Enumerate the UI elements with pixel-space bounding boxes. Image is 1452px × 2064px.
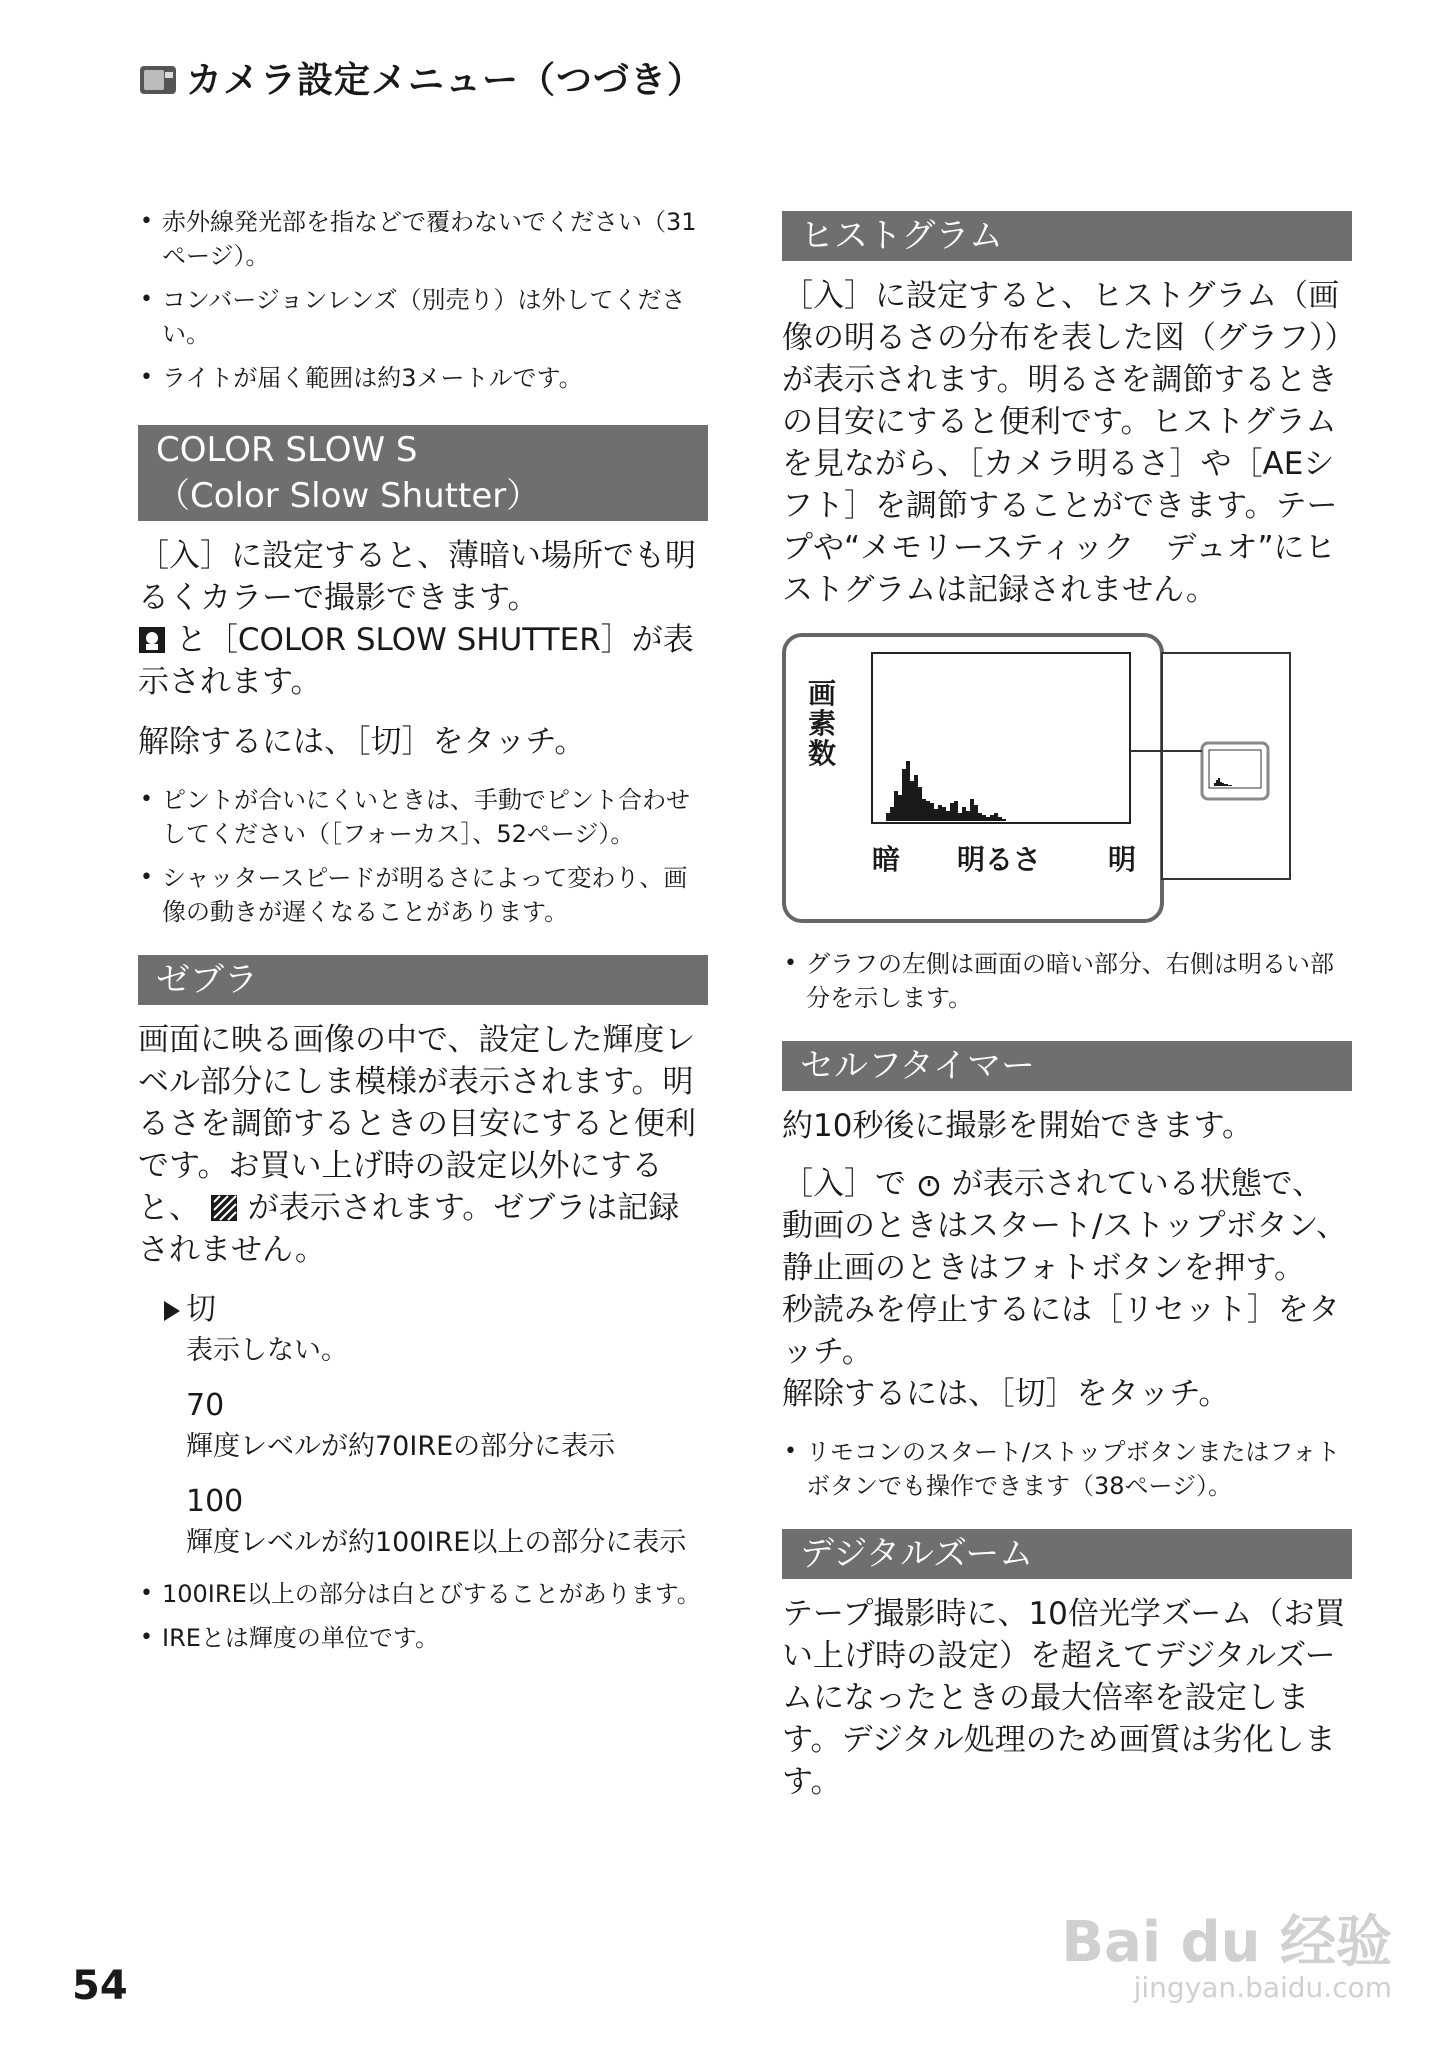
page-title: カメラ設定メニュー（つづき） (186, 60, 705, 101)
list-item: • グラフの左側は画面の暗い部分、右側は明るい部分を示します。 (782, 947, 1352, 1015)
histogram-bar (934, 809, 938, 821)
histogram-bar (954, 801, 958, 821)
default-marker-icon (164, 1301, 180, 1321)
mini-histogram-bar (1222, 783, 1224, 786)
mini-histogram-bar (1226, 784, 1228, 786)
histogram-bar (998, 817, 1002, 821)
section-head-line2: （Color Slow Shutter） (156, 476, 541, 516)
watermark (1061, 1909, 1392, 2005)
selftimer-text-d: 解除するには、［切］をタッチ。 (782, 1376, 1230, 1412)
selftimer-para2 (782, 1163, 1352, 1415)
zebra-option-off (164, 1289, 708, 1371)
histogram-bar (958, 813, 962, 821)
histogram-bar (894, 791, 898, 821)
x-label-brightness: 明るさ (957, 843, 1042, 876)
x-label-dark: 暗 (872, 843, 901, 876)
selftimer-notes (782, 1435, 1352, 1503)
histogram-bar (978, 813, 982, 821)
histogram-illustration (782, 631, 1352, 931)
watermark-sub: jingyan.baidu.com (1133, 1971, 1392, 2005)
selftimer-text-b: が表示されている状態で、動画のときはスタート/ストップボタン、静止画のときはフォトボタンを押す。 (782, 1166, 1348, 1286)
zebra-options (138, 1289, 708, 1563)
zebra-text-b: が表示されます。ゼブラは記録されません。 (138, 1190, 680, 1268)
list-item: • 赤外線発光部を指などで覆わないでください（31ページ）。 (138, 205, 708, 273)
histogram-notes (782, 947, 1352, 1015)
mini-histogram-bar (1218, 778, 1220, 786)
histogram-bar (990, 815, 994, 821)
histogram-bar (922, 799, 926, 821)
histogram-bar (906, 761, 910, 821)
x-label-bright: 明 (1108, 843, 1137, 876)
selftimer-text-c: 秒読みを停止するには［リセット］をタッチ。 (782, 1292, 1340, 1370)
option-name: 100 (186, 1484, 244, 1519)
histogram-bar (946, 811, 950, 821)
list-item: • コンバージョンレンズ（別売り）は外してください。 (138, 283, 708, 351)
histogram-bar (1002, 819, 1006, 821)
histogram-bar (886, 813, 890, 821)
zebra-text-a: 画面に映る画像の中で、設定した輝度レベル部分にしま模様が表示されます。明るさを調節するときの目安にすると便利です。お買い上げ時の設定以外にすると、 (138, 1022, 696, 1226)
list-item: • 100IRE以上の部分は白とびすることがあります。 (138, 1577, 708, 1611)
histogram-bar (962, 807, 966, 821)
section-head-digitalzoom: デジタルズーム (782, 1529, 1352, 1579)
page-header (138, 52, 704, 103)
list-item: • リモコンのスタート/ストップボタンまたはフォトボタンでも操作できます（38ページ）。 (782, 1435, 1352, 1503)
histogram-bar (994, 813, 998, 821)
histogram-para: ［入］に設定すると、ヒストグラム（画像の明るさの分布を表した図（グラフ））が表示されます。明るさを調節するときの目安にすると便利です。ヒストグラムを見ながら、［カメラ明るさ］や［AEシフト］を調節することができます。テープや“メモリースティック デュオ”にヒストグラムは記録されません。 (782, 278, 1340, 608)
histogram-bar (974, 805, 978, 821)
color-slow-para2: 解除するには、［切］をタッチ。 (138, 724, 586, 760)
section-head-histogram: ヒストグラム (782, 211, 1352, 261)
option-desc: 輝度レベルが約100IRE以上の部分に表示 (186, 1527, 687, 1558)
histogram-bar (982, 815, 986, 821)
list-item: • IREとは輝度の単位です。 (138, 1621, 708, 1655)
histogram-bar (950, 803, 954, 821)
histogram-bar (970, 799, 974, 821)
section-head-color-slow (138, 425, 708, 521)
y-axis-label: 画素数 (808, 677, 837, 770)
histogram-bar (986, 817, 990, 821)
histogram-bar (930, 803, 934, 821)
histogram-figure (782, 631, 1352, 931)
selftimer-para1: 約10秒後に撮影を開始できます。 (782, 1108, 1253, 1144)
mini-histogram-bar (1228, 785, 1230, 786)
list-item: • ライトが届く範囲は約3メートルです。 (138, 361, 708, 395)
section-head-line1: COLOR SLOW S (156, 430, 418, 470)
right-column (782, 211, 1352, 1803)
histogram-bar (910, 781, 914, 821)
option-name: 切 (186, 1292, 216, 1327)
histogram-bar (898, 795, 902, 821)
digitalzoom-para: テープ撮影時に、10倍光学ズーム（お買い上げ時の設定）を超えてデジタルズームになったときの最大倍率を設定します。デジタル処理のため画質は劣化します。 (782, 1596, 1346, 1800)
camera-tab-icon (138, 60, 178, 96)
histogram-bar (914, 775, 918, 821)
section-head-selftimer: セルフタイマー (782, 1041, 1352, 1091)
self-timer-icon (916, 1172, 942, 1198)
list-item: • シャッタースピードが明るさによって変わり、画像の動きが遅くなることがあります。 (138, 861, 708, 929)
option-name: 70 (186, 1388, 225, 1423)
mini-histogram-bar (1214, 783, 1216, 786)
color-slow-shutter-icon (138, 626, 166, 654)
zebra-option-70 (164, 1385, 708, 1467)
histogram-bar (918, 787, 922, 821)
mini-histogram-bar (1230, 785, 1232, 786)
mini-histogram-bar (1216, 780, 1218, 786)
color-slow-notes (138, 783, 708, 929)
zebra-option-100 (164, 1481, 708, 1563)
option-desc: 輝度レベルが約70IREの部分に表示 (186, 1431, 616, 1462)
zebra-icon (210, 1194, 238, 1222)
mini-histogram-bar (1224, 784, 1226, 786)
color-slow-text-a: ［入］に設定すると、薄暗い場所でも明るくカラーで撮影できます。 (138, 538, 696, 616)
histogram-bar (890, 807, 894, 821)
selftimer-text-a: ［入］で (782, 1166, 906, 1202)
color-slow-text-b: と［COLOR SLOW SHUTTER］が表示されます。 (138, 622, 694, 700)
mini-histogram-bar (1220, 782, 1222, 786)
histogram-bar (938, 805, 942, 821)
list-item: • ピントが合いにくいときは、手動でピント合わせしてください（［フォーカス］、52ページ）。 (138, 783, 708, 851)
zebra-notes (138, 1577, 708, 1655)
histogram-bar (926, 801, 930, 821)
histogram-bar (966, 811, 970, 821)
watermark-main: Bai du 经验 (1061, 1909, 1392, 1975)
color-slow-para1 (138, 535, 708, 703)
option-desc: 表示しない。 (186, 1335, 348, 1366)
left-column (138, 205, 708, 1665)
histogram-bar (942, 807, 946, 821)
zebra-para (138, 1019, 708, 1271)
page-number: 54 (72, 1963, 128, 2009)
section-head-zebra: ゼブラ (138, 955, 708, 1005)
histogram-bar (902, 769, 906, 821)
top-notes (138, 205, 708, 395)
